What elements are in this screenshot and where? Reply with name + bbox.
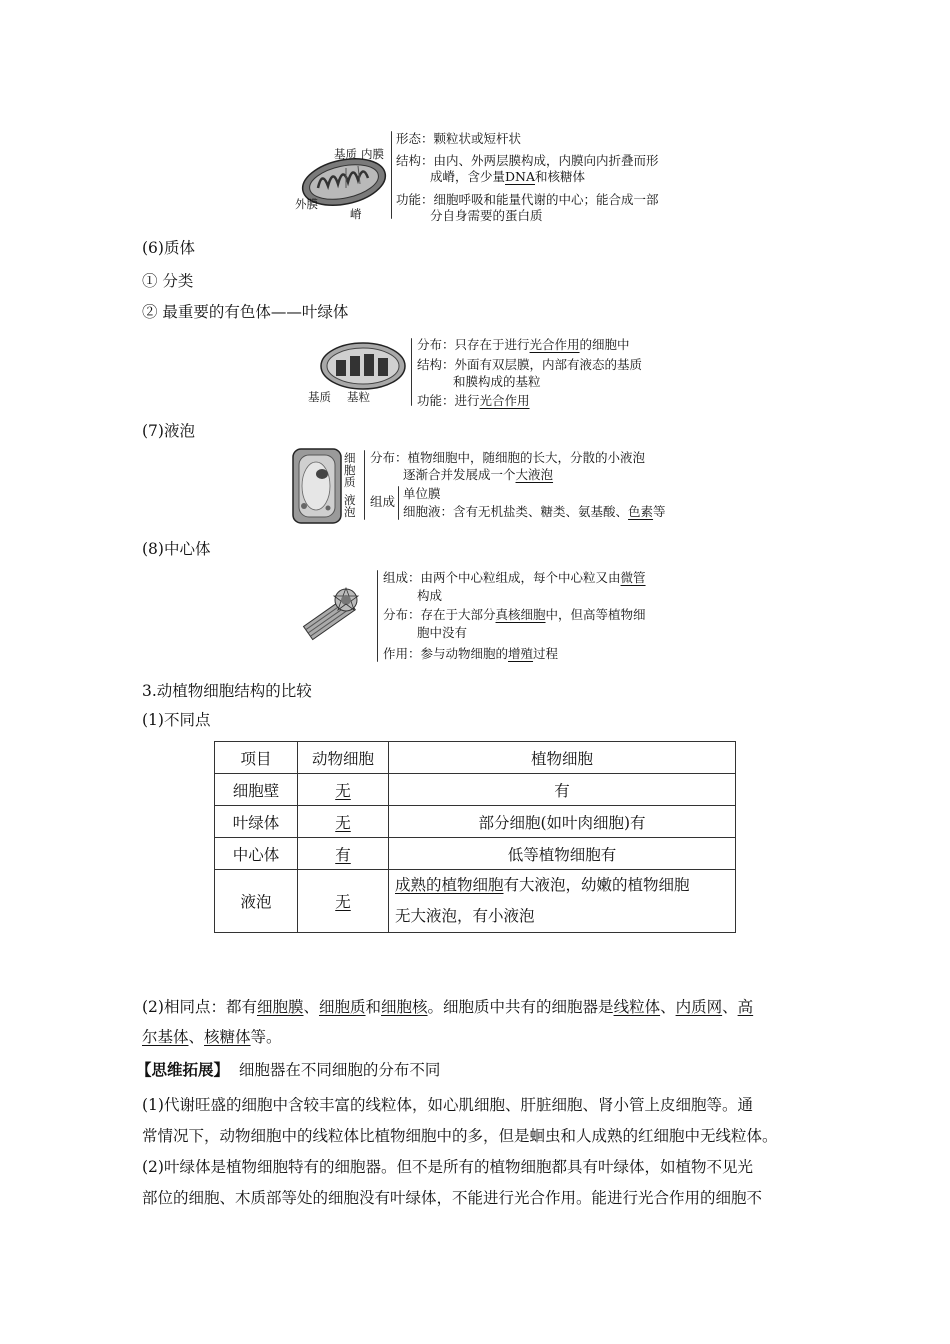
table-row bbox=[215, 838, 736, 870]
table-row bbox=[215, 806, 736, 838]
chloro-matrix-label: 基质 bbox=[308, 390, 331, 404]
table-cell: 无 bbox=[298, 774, 389, 806]
vac-composition-1: 单位膜 bbox=[403, 486, 441, 501]
cent-composition-1: 组成：由两个中心粒组成，每个中心粒又由微管 bbox=[383, 570, 646, 585]
section-3-title: 3.动植物细胞结构的比较 bbox=[142, 682, 312, 700]
vac-brace bbox=[364, 450, 365, 520]
chloro-structure-1: 结构：外面有双层膜，内部有液态的基质 bbox=[417, 357, 643, 372]
table-cell: 部分细胞(如叶肉细胞)有 bbox=[389, 806, 736, 838]
cent-function: 作用：参与动物细胞的增殖过程 bbox=[383, 646, 559, 661]
table-cell: 叶绿体 bbox=[215, 806, 298, 838]
chloro-distribution: 分布：只存在于进行光合作用的细胞中 bbox=[417, 337, 630, 352]
table-cell: 无 bbox=[298, 806, 389, 838]
mito-cristae-label: 嵴 bbox=[350, 207, 362, 221]
vacuole-image bbox=[290, 446, 344, 526]
extension-2-line-1: (2)叶绿体是植物细胞特有的细胞器。但不是所有的植物细胞都具有叶绿体，如植物不见光 bbox=[142, 1158, 753, 1176]
table-row bbox=[215, 870, 736, 933]
section-6-2: ② 最重要的有色体——叶绿体 bbox=[142, 303, 349, 321]
chloro-structure-2: 和膜构成的基粒 bbox=[453, 374, 541, 389]
table-header: 植物细胞 bbox=[389, 742, 736, 774]
vac-distribution-2: 逐渐合并发展成一个大液泡 bbox=[403, 467, 554, 482]
chloro-brace bbox=[411, 338, 412, 406]
extension-1-line-1: (1)代谢旺盛的细胞中含较丰富的线粒体，如心肌细胞、肝脏细胞、肾小管上皮细胞等。通 bbox=[142, 1096, 753, 1114]
mito-function-2: 分自身需要的蛋白质 bbox=[430, 208, 543, 223]
table-cell: 成熟的植物细胞有大液泡，幼嫩的植物细胞 无大液泡，有小液泡 bbox=[389, 870, 736, 933]
table-cell: 无 bbox=[298, 870, 389, 933]
table-cell: 有 bbox=[298, 838, 389, 870]
vac-vacuole-label: 液泡 bbox=[344, 493, 356, 519]
mito-matrix-label: 基质 bbox=[334, 147, 357, 161]
extension-2-line-2: 部位的细胞、木质部等处的细胞没有叶绿体，不能进行光合作用。能进行光合作用的细胞不 bbox=[142, 1189, 763, 1207]
chloroplast-image bbox=[318, 340, 408, 392]
table-row bbox=[215, 774, 736, 806]
section-3-1: (1)不同点 bbox=[142, 711, 211, 729]
centrosome-image bbox=[298, 586, 368, 646]
table-header: 动物细胞 bbox=[298, 742, 389, 774]
vac-cyto-label: 细胞质 bbox=[344, 451, 356, 489]
table-cell: 中心体 bbox=[215, 838, 298, 870]
mito-function-1: 功能：细胞呼吸和能量代谢的中心；能合成一部 bbox=[396, 192, 659, 207]
vac-sub-brace bbox=[398, 486, 399, 520]
mito-form: 形态：颗粒状或短杆状 bbox=[396, 131, 522, 146]
cent-distribution-1: 分布：存在于大部分真核细胞中，但高等植物细 bbox=[383, 607, 646, 622]
mito-outer-label: 外膜 bbox=[295, 197, 318, 211]
cent-composition-2: 构成 bbox=[417, 588, 443, 603]
cent-brace bbox=[377, 570, 378, 662]
table-cell: 有 bbox=[389, 774, 736, 806]
extension-subtitle: 细胞器在不同细胞的分布不同 bbox=[238, 1061, 441, 1079]
mito-structure-1: 结构：由内、外两层膜构成，内膜向内折叠而形 bbox=[396, 153, 659, 168]
section-6-1: ① 分类 bbox=[142, 272, 194, 290]
table-cell: 低等植物细胞有 bbox=[389, 838, 736, 870]
section-3-2-line-2: 尔基体、核糖体等。 bbox=[142, 1028, 282, 1046]
vac-composition-2: 细胞液：含有无机盐类、糖类、氨基酸、色素等 bbox=[403, 504, 666, 519]
mito-inner-label: 内膜 bbox=[361, 147, 384, 161]
comparison-table bbox=[214, 741, 736, 933]
cent-distribution-2: 胞中没有 bbox=[417, 625, 468, 640]
mito-structure-2: 成嵴，含少量DNA和核糖体 bbox=[430, 169, 586, 184]
section-3-2-line-1: (2)相同点：都有细胞膜、细胞质和细胞核。细胞质中共有的细胞器是线粒体、内质网、高 bbox=[142, 998, 754, 1016]
extension-1-line-2: 常情况下，动物细胞中的线粒体比植物细胞中的多，但是蛔虫和人成熟的红细胞中无线粒体。 bbox=[142, 1127, 778, 1145]
extension-title: 【思维拓展】 bbox=[136, 1060, 230, 1079]
mito-brace bbox=[391, 131, 392, 219]
extension-heading bbox=[136, 1060, 440, 1080]
chloro-function: 功能：进行光合作用 bbox=[417, 393, 530, 408]
table-cell: 液泡 bbox=[215, 870, 298, 933]
section-7-title: (7)液泡 bbox=[142, 422, 195, 440]
vac-distribution-1: 分布：植物细胞中，随细胞的长大，分散的小液泡 bbox=[370, 450, 646, 465]
chloro-grana-label: 基粒 bbox=[347, 390, 370, 404]
table-cell: 细胞壁 bbox=[215, 774, 298, 806]
vac-composition-label: 组成 bbox=[370, 494, 396, 509]
table-header: 项目 bbox=[215, 742, 298, 774]
section-8-title: (8)中心体 bbox=[142, 540, 211, 558]
table-header-row bbox=[215, 742, 736, 774]
section-6-title: (6)质体 bbox=[142, 239, 195, 257]
